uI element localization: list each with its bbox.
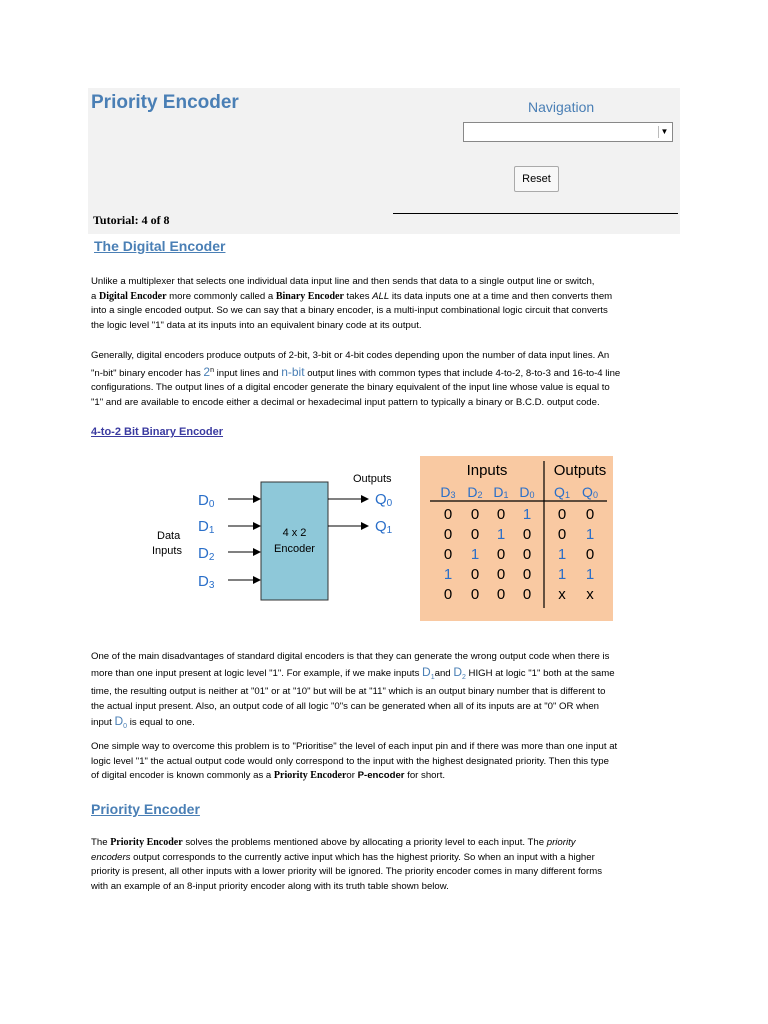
table-cell: 1 — [585, 526, 595, 543]
expr-sup-n: n — [210, 366, 214, 374]
header-inputs: Inputs — [466, 462, 508, 479]
reset-button[interactable]: Reset — [514, 166, 559, 192]
text: is equal to one. — [127, 717, 195, 729]
emphasis-all: ALL — [372, 290, 390, 302]
heading-priority-encoder: Priority Encoder — [91, 801, 200, 817]
encoder-box-line1: 4 x 2 — [282, 527, 307, 539]
label-d2: D2 — [198, 545, 215, 563]
text-line: into a single encoded output. So we can say that a binary encoder, is a multi-input combinational logic circuit that converts — [91, 305, 608, 317]
expr-d2: D — [453, 664, 462, 679]
term-digital-encoder: Digital Encoder — [99, 290, 167, 302]
table-cell: 0 — [522, 526, 532, 543]
text: more than one input present at logic level "1". For example, if we make inputs — [91, 667, 423, 679]
text-line: One of the main disadvantages of standard digital encoders is that they can generate the wrong output code when there is — [91, 651, 610, 662]
text: and — [434, 667, 454, 679]
text-line — [91, 769, 681, 784]
text-line: configurations. The output lines of a digital encoder generate the binary equivalent of the input line whose value is equal to — [91, 382, 610, 394]
text-line: "1" and are available to encode either a decimal or hexadecimal input pattern to typically a binary or B.C.D. output code. — [91, 396, 600, 408]
text: "n-bit" binary encoder has — [91, 367, 204, 379]
term-priority-encoder: Priority Encoder — [110, 837, 183, 848]
expr-n-bit: n-bit — [281, 364, 305, 379]
term-p-encoder: P-encoder — [357, 770, 405, 782]
paragraph-intro — [91, 275, 681, 333]
expr-d1-sub: 1 — [430, 673, 435, 681]
term-binary-encoder: Binary Encoder — [275, 290, 344, 302]
table-cell: 1 — [496, 526, 506, 543]
table-cell: x — [586, 586, 594, 603]
text: a — [91, 290, 100, 302]
table-cell: 0 — [470, 566, 480, 583]
table-cell: 0 — [470, 526, 480, 543]
table-cell: 1 — [585, 566, 595, 583]
text-line: the logic level "1" data at its inputs into an equivalent binary code at its output. — [91, 319, 422, 331]
paragraph-encoder-outputs — [91, 349, 681, 411]
text-line — [91, 851, 681, 866]
text-line: the actual input present. Also, an output code of all logic "0"s can be generated when all of its inputs are at "0" OR when — [91, 700, 600, 712]
table-cell: 0 — [443, 586, 453, 603]
expr-2: 2 — [203, 364, 211, 379]
label-d1: D1 — [198, 518, 215, 536]
text-line — [91, 714, 681, 735]
heading-digital-encoder: The Digital Encoder — [94, 238, 226, 254]
table-cell: 0 — [443, 526, 453, 543]
encoder-box — [261, 482, 328, 600]
text: more commonly called a — [166, 290, 276, 302]
table-cell: 1 — [557, 546, 567, 563]
col-header-d1: D1 — [493, 484, 509, 500]
emphasis-priority: priority — [546, 837, 576, 848]
table-cell: 0 — [557, 526, 567, 543]
text-line: Unlike a multiplexer that selects one individual data input line and then sends that data to a single output line or switch, — [91, 276, 595, 287]
text: HIGH at logic "1" both at the same — [465, 667, 615, 679]
col-header-q0: Q0 — [582, 484, 598, 500]
paragraph-priority-encoder — [91, 836, 681, 894]
text-line: Generally, digital encoders produce outputs of 2-bit, 3-bit or 4-bit codes depending upon the number of data input lines. An — [91, 350, 610, 361]
label-q1: Q1 — [375, 518, 393, 536]
text: takes — [343, 290, 373, 302]
table-cell: 0 — [470, 586, 480, 603]
table-cell: 0 — [443, 546, 453, 563]
table-cell: 1 — [470, 546, 480, 563]
table-cell: 0 — [470, 506, 480, 523]
text: for short. — [404, 770, 446, 782]
table-cell: 0 — [557, 506, 567, 523]
table-cell: 1 — [522, 506, 532, 523]
paragraph-prioritise — [91, 740, 681, 784]
label-data: Data — [157, 530, 181, 542]
expr-d0: D — [114, 714, 124, 729]
emphasis-encoders: encoders — [91, 851, 131, 863]
text: output corresponds to the currently active input which has the highest priority. So when an input with a higher — [130, 851, 595, 863]
encoder-box-line2: Encoder — [274, 543, 315, 555]
label-outputs: Outputs — [353, 473, 392, 485]
table-cell: 0 — [585, 546, 595, 563]
label-d3: D3 — [198, 573, 215, 591]
expr-d2-sub: 2 — [461, 673, 466, 681]
table-cell: 0 — [522, 566, 532, 583]
table-cell: 0 — [522, 546, 532, 563]
text: input lines and — [214, 367, 282, 379]
navigation-select[interactable] — [463, 122, 673, 142]
text-line: priority is present, all other inputs with a lower priority will be ignored. The priority encoder comes in many different forms — [91, 866, 602, 878]
text-line: logic level "1" the actual output code would only correspond to the input with the highest designated priority. Then this type — [91, 755, 609, 767]
text: output lines with common types that include 4-to-2, 8-to-3 and 16-to-4 line — [304, 367, 621, 379]
text-line: time, the resulting output is neither at "01" or at "10" but will be at "11" which is an output binary number that is different to — [91, 686, 606, 698]
tutorial-counter: Tutorial: 4 of 8 — [93, 213, 170, 227]
text: or — [346, 770, 358, 782]
col-header-q1: Q1 — [554, 484, 570, 500]
text-line — [91, 836, 681, 851]
table-cell: 0 — [522, 586, 532, 603]
label-inputs: Inputs — [152, 545, 182, 557]
text: of digital encoder is known commonly as a — [91, 770, 274, 782]
table-cell: 0 — [585, 506, 595, 523]
table-cell: 1 — [557, 566, 567, 583]
text: The — [91, 837, 111, 848]
table-cell: 0 — [496, 506, 506, 523]
col-header-d3: D3 — [440, 484, 456, 500]
text-line: One simple way to overcome this problem is to "Prioritise" the level of each input pin and if there was more than one input at — [91, 741, 618, 752]
heading-4-to-2-encoder: 4-to-2 Bit Binary Encoder — [91, 426, 224, 438]
table-cell: 0 — [496, 586, 506, 603]
header-divider — [393, 213, 678, 214]
text-line: with an example of an 8-input priority encoder along with its truth table shown below. — [91, 880, 449, 892]
chevron-down-icon[interactable]: ▼ — [658, 126, 670, 138]
truth-table-graphic — [420, 456, 613, 621]
col-header-d2: D2 — [467, 484, 483, 500]
navigation-label: Navigation — [528, 99, 595, 115]
encoder-block-diagram — [150, 462, 410, 612]
expr-d0-sub: 0 — [123, 723, 128, 731]
label-q0: Q0 — [375, 491, 393, 509]
text-line — [91, 364, 681, 382]
table-cell: 0 — [443, 506, 453, 523]
page-title: Priority Encoder — [91, 92, 239, 113]
text: solves the problems mentioned above by allocating a priority level to each input. The — [182, 837, 547, 848]
table-cell: 0 — [496, 566, 506, 583]
expr-d1: D — [422, 664, 431, 679]
text-line — [91, 665, 681, 686]
table-cell: x — [558, 586, 566, 603]
text-line — [91, 290, 681, 305]
term-priority-encoder: Priority Encoder — [273, 770, 347, 782]
header-outputs: Outputs — [553, 462, 607, 479]
label-d0: D0 — [198, 492, 215, 510]
col-header-d0: D0 — [519, 484, 535, 500]
paragraph-disadvantages — [91, 650, 681, 735]
truth-table — [420, 456, 613, 621]
table-cell: 1 — [443, 566, 453, 583]
table-cell: 0 — [496, 546, 506, 563]
text: its data inputs one at a time and then converts them — [389, 290, 613, 302]
text: input — [91, 717, 115, 729]
